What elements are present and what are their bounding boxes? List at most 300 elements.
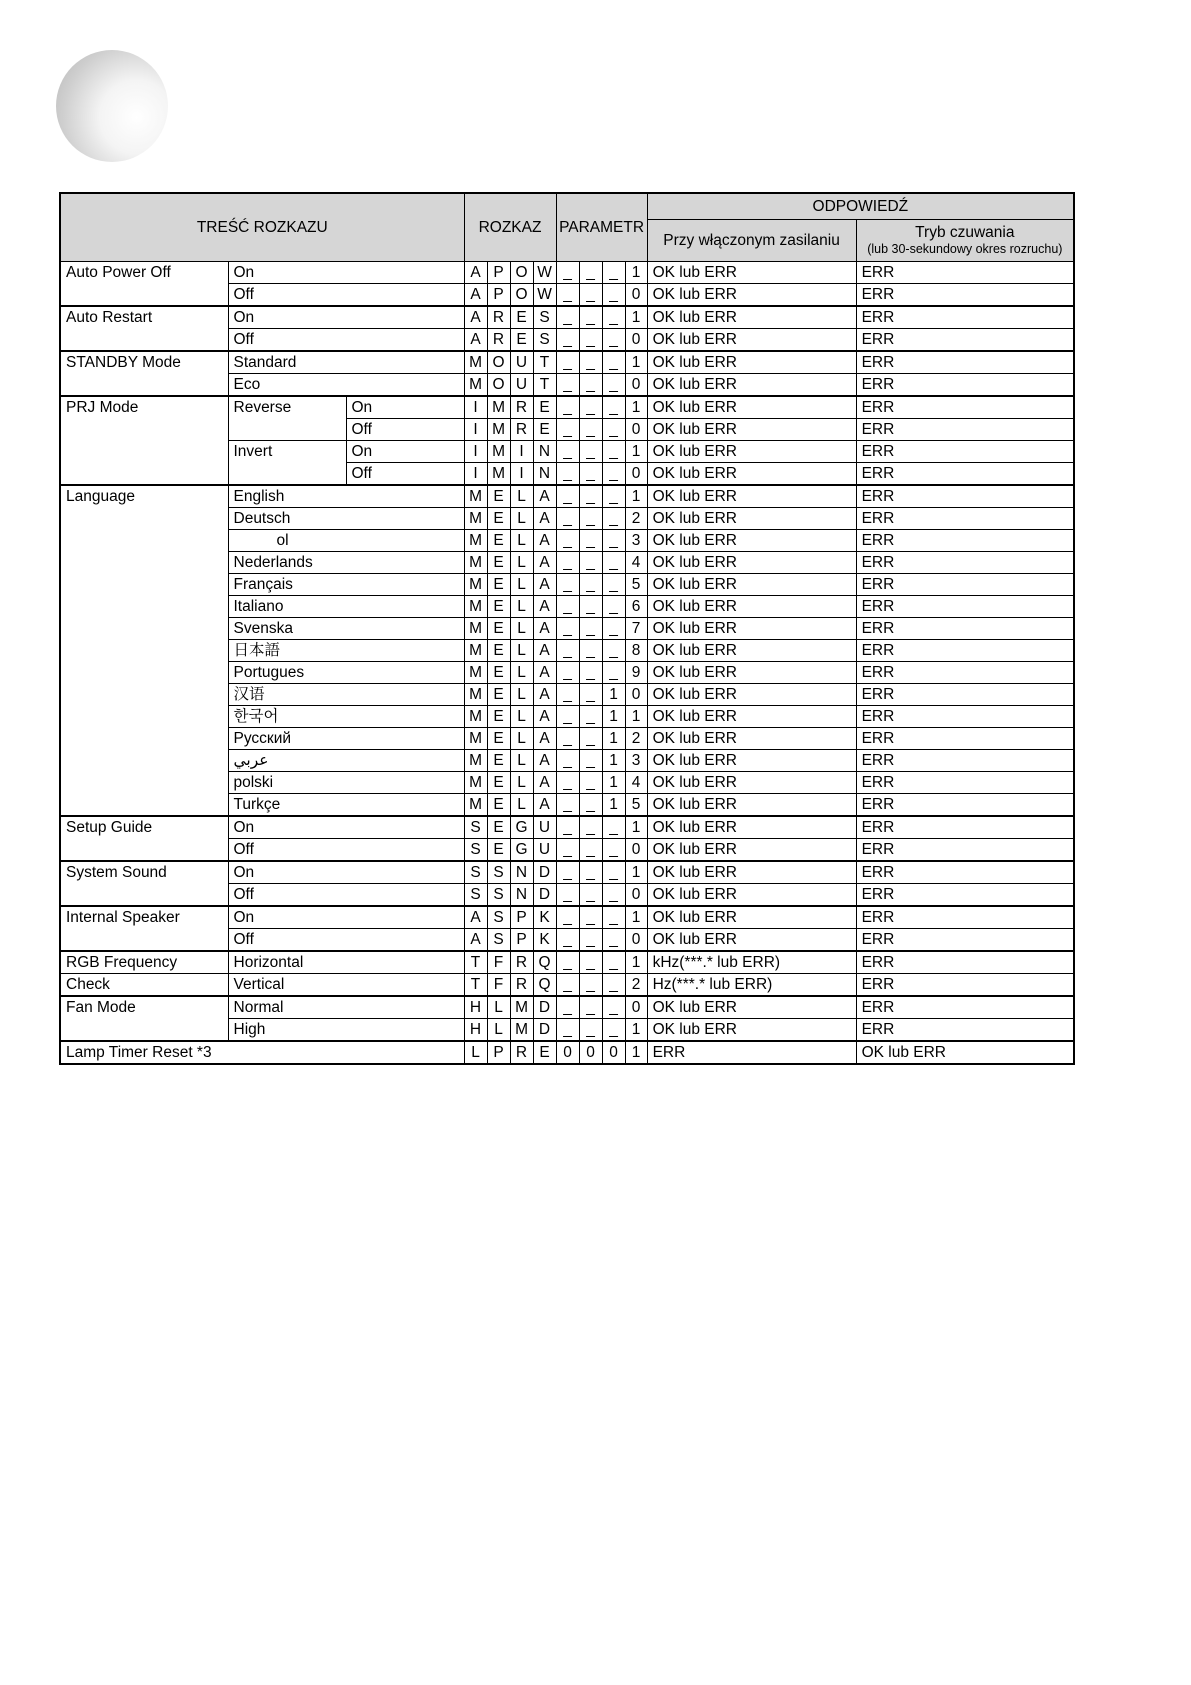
cell-command-char: D — [533, 884, 556, 907]
cell-command-char: O — [487, 351, 510, 374]
cell-parameter-char: 4 — [625, 772, 647, 794]
cell-parameter-char: _ — [579, 552, 602, 574]
cell-command-char: A — [464, 262, 487, 284]
cell-parameter-char: 1 — [625, 441, 647, 463]
cell-command-char: S — [487, 906, 510, 929]
header-power-on: Przy włączonym zasilaniu — [647, 220, 856, 262]
cell-response-standby: ERR — [856, 706, 1074, 728]
table-row — [60, 640, 1074, 662]
cell-parameter-char: _ — [579, 906, 602, 929]
cell-setting: Eco — [228, 374, 464, 397]
cell-parameter-char: _ — [579, 574, 602, 596]
cell-parameter-char: _ — [579, 996, 602, 1019]
cell-command-char: L — [487, 1019, 510, 1042]
cell-parameter-char: _ — [556, 794, 579, 817]
table-row — [60, 839, 1074, 862]
cell-function — [60, 1019, 228, 1042]
cell-command-char: M — [464, 728, 487, 750]
cell-function: STANDBY Mode — [60, 351, 228, 374]
cell-command-char: R — [510, 951, 533, 974]
cell-response-power-on: OK lub ERR — [647, 441, 856, 463]
cell-function — [60, 596, 228, 618]
header-odpowiedz: ODPOWIEDŹ — [647, 193, 1074, 220]
cell-parameter-char: _ — [556, 552, 579, 574]
cell-command-char: A — [533, 684, 556, 706]
cell-command-char: P — [487, 1041, 510, 1064]
table-row — [60, 772, 1074, 794]
cell-function: Check — [60, 974, 228, 997]
cell-command-char: S — [464, 861, 487, 884]
table-row — [60, 351, 1074, 374]
cell-parameter-char: _ — [556, 861, 579, 884]
cell-function — [60, 284, 228, 307]
table-row — [60, 485, 1074, 508]
cell-parameter-char: _ — [579, 640, 602, 662]
cell-parameter-char: 5 — [625, 574, 647, 596]
cell-command-char: D — [533, 861, 556, 884]
table-row — [60, 552, 1074, 574]
cell-response-power-on: OK lub ERR — [647, 530, 856, 552]
cell-parameter-char: _ — [556, 284, 579, 307]
cell-parameter-char: 3 — [625, 530, 647, 552]
cell-parameter-char: _ — [556, 951, 579, 974]
cell-response-standby: ERR — [856, 351, 1074, 374]
cell-command-char: R — [510, 419, 533, 441]
cell-setting: Off — [228, 929, 464, 952]
cell-response-power-on: OK lub ERR — [647, 929, 856, 952]
cell-parameter-char: 1 — [625, 306, 647, 329]
cell-parameter-char: _ — [556, 772, 579, 794]
cell-setting: On — [228, 906, 464, 929]
cell-command-char: L — [510, 750, 533, 772]
cell-setting: Invert — [228, 441, 346, 463]
cell-parameter-char: 0 — [625, 929, 647, 952]
cell-function — [60, 419, 228, 441]
header-tresc: TREŚĆ ROZKAZU — [60, 193, 464, 262]
cell-response-standby: ERR — [856, 861, 1074, 884]
cell-parameter-char: _ — [602, 640, 625, 662]
cell-response-standby: ERR — [856, 684, 1074, 706]
cell-response-power-on: OK lub ERR — [647, 351, 856, 374]
cell-parameter-char: _ — [579, 929, 602, 952]
table-row — [60, 861, 1074, 884]
cell-function: Lamp Timer Reset *3 — [60, 1041, 464, 1064]
cell-command-char: T — [464, 974, 487, 997]
cell-parameter-char: _ — [602, 951, 625, 974]
cell-command-char: I — [510, 463, 533, 486]
table-row — [60, 1041, 1074, 1064]
cell-sub-setting: On — [346, 441, 464, 463]
cell-parameter-char: _ — [602, 839, 625, 862]
cell-parameter-char: 1 — [625, 1041, 647, 1064]
cell-parameter-char: 2 — [625, 508, 647, 530]
cell-parameter-char: _ — [602, 861, 625, 884]
cell-function — [60, 929, 228, 952]
cell-command-char: A — [533, 530, 556, 552]
cell-setting: Off — [228, 884, 464, 907]
cell-setting: Reverse — [228, 396, 346, 419]
cell-command-char: O — [487, 374, 510, 397]
cell-command-char: A — [464, 306, 487, 329]
cell-response-standby: ERR — [856, 396, 1074, 419]
cell-parameter-char: _ — [579, 861, 602, 884]
cell-parameter-char: _ — [602, 530, 625, 552]
cell-parameter-char: _ — [579, 839, 602, 862]
cell-command-char: A — [533, 508, 556, 530]
cell-parameter-char: _ — [556, 419, 579, 441]
cell-command-char: A — [533, 640, 556, 662]
cell-setting: Normal — [228, 996, 464, 1019]
cell-parameter-char: _ — [579, 419, 602, 441]
cell-command-char: S — [533, 329, 556, 352]
cell-function — [60, 463, 228, 486]
cell-parameter-char: _ — [579, 816, 602, 839]
cell-command-char: S — [464, 816, 487, 839]
cell-parameter-char: _ — [602, 374, 625, 397]
cell-command-char: T — [533, 351, 556, 374]
cell-parameter-char: _ — [556, 618, 579, 640]
cell-parameter-char: _ — [602, 396, 625, 419]
cell-command-char: N — [510, 861, 533, 884]
cell-command-char: P — [487, 284, 510, 307]
cell-parameter-char: _ — [579, 329, 602, 352]
table-body — [60, 262, 1074, 1065]
cell-command-char: M — [464, 530, 487, 552]
cell-parameter-char: 8 — [625, 640, 647, 662]
cell-parameter-char: 1 — [602, 794, 625, 817]
cell-function: Setup Guide — [60, 816, 228, 839]
cell-response-standby: ERR — [856, 929, 1074, 952]
cell-parameter-char: _ — [602, 552, 625, 574]
cell-command-char: M — [464, 485, 487, 508]
table-row — [60, 530, 1074, 552]
cell-parameter-char: _ — [579, 396, 602, 419]
table-row — [60, 329, 1074, 352]
cell-response-power-on: OK lub ERR — [647, 596, 856, 618]
cell-response-standby: ERR — [856, 463, 1074, 486]
cell-parameter-char: _ — [556, 974, 579, 997]
cell-setting: Turkçe — [228, 794, 464, 817]
cell-command-char: E — [487, 574, 510, 596]
cell-command-char: A — [533, 596, 556, 618]
cell-response-power-on: OK lub ERR — [647, 906, 856, 929]
cell-parameter-char: _ — [556, 463, 579, 486]
cell-parameter-char: _ — [556, 750, 579, 772]
cell-command-char: M — [487, 441, 510, 463]
cell-command-char: R — [510, 396, 533, 419]
table-row — [60, 419, 1074, 441]
cell-response-power-on: OK lub ERR — [647, 794, 856, 817]
cell-parameter-char: 0 — [625, 839, 647, 862]
cell-response-power-on: OK lub ERR — [647, 640, 856, 662]
cell-command-char: A — [533, 794, 556, 817]
cell-parameter-char: _ — [579, 463, 602, 486]
table-row — [60, 508, 1074, 530]
cell-setting: Italiano — [228, 596, 464, 618]
cell-function — [60, 706, 228, 728]
cell-command-char: M — [464, 574, 487, 596]
table-row — [60, 396, 1074, 419]
cell-sub-setting: Off — [346, 419, 464, 441]
cell-response-standby: ERR — [856, 306, 1074, 329]
cell-command-char: L — [510, 794, 533, 817]
cell-command-char: A — [533, 618, 556, 640]
cell-setting: Standard — [228, 351, 464, 374]
cell-command-char: A — [533, 485, 556, 508]
cell-function — [60, 662, 228, 684]
cell-parameter-char: _ — [579, 596, 602, 618]
cell-parameter-char: _ — [556, 640, 579, 662]
cell-command-char: Q — [533, 974, 556, 997]
cell-response-power-on: OK lub ERR — [647, 816, 856, 839]
cell-setting: Off — [228, 284, 464, 307]
cell-response-standby: ERR — [856, 662, 1074, 684]
cell-command-char: M — [487, 463, 510, 486]
cell-parameter-char: 5 — [625, 794, 647, 817]
cell-parameter-char: 0 — [625, 419, 647, 441]
cell-parameter-char: _ — [602, 974, 625, 997]
cell-command-char: E — [533, 419, 556, 441]
cell-function: Auto Power Off — [60, 262, 228, 284]
cell-command-char: L — [510, 485, 533, 508]
cell-response-standby: ERR — [856, 596, 1074, 618]
cell-command-char: A — [533, 750, 556, 772]
cell-function — [60, 329, 228, 352]
cell-command-char: M — [487, 396, 510, 419]
table-row — [60, 306, 1074, 329]
cell-command-char: G — [510, 839, 533, 862]
cell-parameter-char: _ — [556, 684, 579, 706]
cell-response-power-on: OK lub ERR — [647, 485, 856, 508]
cell-parameter-char: 1 — [625, 396, 647, 419]
cell-command-char: L — [464, 1041, 487, 1064]
cell-command-char: Q — [533, 951, 556, 974]
cell-response-standby: ERR — [856, 552, 1074, 574]
cell-function — [60, 728, 228, 750]
table-row — [60, 951, 1074, 974]
cell-function — [60, 574, 228, 596]
cell-response-standby: ERR — [856, 485, 1074, 508]
cell-parameter-char: _ — [602, 906, 625, 929]
cell-setting: عربي — [228, 750, 464, 772]
cell-command-char: E — [487, 839, 510, 862]
cell-response-power-on: OK lub ERR — [647, 750, 856, 772]
table-row — [60, 1019, 1074, 1042]
cell-command-char: N — [533, 463, 556, 486]
cell-command-char: I — [510, 441, 533, 463]
cell-function — [60, 839, 228, 862]
cell-setting: On — [228, 816, 464, 839]
cell-parameter-char: _ — [602, 419, 625, 441]
cell-response-power-on: OK lub ERR — [647, 884, 856, 907]
cell-parameter-char: _ — [579, 974, 602, 997]
cell-command-char: I — [464, 396, 487, 419]
cell-command-char: E — [487, 684, 510, 706]
cell-parameter-char: _ — [579, 750, 602, 772]
cell-parameter-char: _ — [579, 684, 602, 706]
cell-command-char: M — [464, 750, 487, 772]
cell-command-char: L — [510, 706, 533, 728]
cell-parameter-char: _ — [579, 951, 602, 974]
cell-parameter-char: _ — [579, 1019, 602, 1042]
cell-parameter-char: 1 — [625, 706, 647, 728]
cell-function — [60, 374, 228, 397]
table-row — [60, 728, 1074, 750]
cell-parameter-char: _ — [602, 884, 625, 907]
cell-command-char: E — [510, 329, 533, 352]
cell-parameter-char: _ — [556, 485, 579, 508]
cell-setting: Off — [228, 839, 464, 862]
cell-response-power-on: OK lub ERR — [647, 618, 856, 640]
cell-parameter-char: _ — [602, 441, 625, 463]
cell-parameter-char: _ — [602, 662, 625, 684]
cell-command-char: E — [487, 662, 510, 684]
cell-function: Auto Restart — [60, 306, 228, 329]
cell-response-standby: ERR — [856, 974, 1074, 997]
cell-parameter-char: _ — [556, 306, 579, 329]
cell-command-char: R — [487, 306, 510, 329]
cell-command-char: M — [464, 508, 487, 530]
cell-command-char: M — [464, 662, 487, 684]
cell-response-standby: ERR — [856, 441, 1074, 463]
cell-parameter-char: _ — [579, 706, 602, 728]
cell-command-char: M — [510, 996, 533, 1019]
cell-command-char: T — [533, 374, 556, 397]
cell-parameter-char: _ — [602, 463, 625, 486]
cell-command-char: E — [487, 706, 510, 728]
cell-command-char: R — [487, 329, 510, 352]
table-row — [60, 706, 1074, 728]
cell-parameter-char: 0 — [625, 996, 647, 1019]
cell-setting — [228, 463, 346, 486]
cell-parameter-char: 1 — [625, 816, 647, 839]
cell-command-char: R — [510, 1041, 533, 1064]
cell-command-char: S — [464, 884, 487, 907]
cell-parameter-char: 2 — [625, 974, 647, 997]
cell-command-char: M — [464, 640, 487, 662]
cell-parameter-char: _ — [579, 884, 602, 907]
cell-parameter-char: _ — [579, 662, 602, 684]
cell-command-char: A — [464, 929, 487, 952]
cell-function: Fan Mode — [60, 996, 228, 1019]
cell-parameter-char: _ — [556, 816, 579, 839]
cell-response-standby: ERR — [856, 262, 1074, 284]
cell-command-char: L — [510, 662, 533, 684]
cell-response-standby: ERR — [856, 419, 1074, 441]
table-row — [60, 750, 1074, 772]
cell-parameter-char: 0 — [556, 1041, 579, 1064]
cell-function — [60, 640, 228, 662]
table-row — [60, 996, 1074, 1019]
cell-parameter-char: 9 — [625, 662, 647, 684]
cell-function — [60, 618, 228, 640]
cell-command-char: L — [510, 772, 533, 794]
cell-setting: On — [228, 306, 464, 329]
cell-command-char: N — [510, 884, 533, 907]
cell-command-char: A — [464, 329, 487, 352]
cell-response-standby: ERR — [856, 329, 1074, 352]
cell-command-char: M — [464, 706, 487, 728]
cell-parameter-char: 1 — [602, 750, 625, 772]
cell-command-char: R — [510, 974, 533, 997]
cell-parameter-char: _ — [556, 508, 579, 530]
cell-response-standby: ERR — [856, 1019, 1074, 1042]
cell-response-power-on: OK lub ERR — [647, 396, 856, 419]
cell-parameter-char: _ — [602, 996, 625, 1019]
cell-function: Internal Speaker — [60, 906, 228, 929]
cell-command-char: L — [510, 640, 533, 662]
cell-command-char: E — [487, 750, 510, 772]
cell-command-char: K — [533, 929, 556, 952]
cell-parameter-char: _ — [556, 706, 579, 728]
cell-response-standby: ERR — [856, 951, 1074, 974]
cell-response-power-on: OK lub ERR — [647, 552, 856, 574]
cell-command-char: E — [487, 530, 510, 552]
cell-parameter-char: _ — [602, 618, 625, 640]
cell-setting: Deutsch — [228, 508, 464, 530]
cell-response-power-on: OK lub ERR — [647, 706, 856, 728]
cell-setting: English — [228, 485, 464, 508]
cell-command-char: A — [533, 552, 556, 574]
cell-command-char: H — [464, 1019, 487, 1042]
cell-command-char: D — [533, 1019, 556, 1042]
cell-function — [60, 750, 228, 772]
table-row — [60, 574, 1074, 596]
cell-parameter-char: _ — [602, 306, 625, 329]
cell-parameter-char: 3 — [625, 750, 647, 772]
cell-command-char: L — [510, 618, 533, 640]
cell-setting: 汉语 — [228, 684, 464, 706]
cell-parameter-char: 7 — [625, 618, 647, 640]
cell-command-char: U — [510, 374, 533, 397]
cell-setting: polski — [228, 772, 464, 794]
cell-parameter-char: 0 — [625, 284, 647, 307]
cell-command-char: I — [464, 463, 487, 486]
cell-command-char: E — [487, 772, 510, 794]
cell-parameter-char: _ — [556, 906, 579, 929]
cell-parameter-char: _ — [579, 508, 602, 530]
cell-parameter-char: _ — [556, 929, 579, 952]
cell-command-char: U — [533, 839, 556, 862]
cell-response-standby: ERR — [856, 374, 1074, 397]
cell-parameter-char: _ — [556, 530, 579, 552]
cell-command-char: H — [464, 996, 487, 1019]
table-row — [60, 974, 1074, 997]
cell-response-power-on: OK lub ERR — [647, 306, 856, 329]
cell-response-power-on: OK lub ERR — [647, 861, 856, 884]
cell-parameter-char: _ — [579, 530, 602, 552]
cell-command-char: K — [533, 906, 556, 929]
cell-command-char: W — [533, 262, 556, 284]
cell-response-standby: ERR — [856, 618, 1074, 640]
cell-command-char: E — [487, 618, 510, 640]
cell-command-char: A — [464, 906, 487, 929]
cell-response-standby: ERR — [856, 839, 1074, 862]
cell-response-power-on: kHz(***.* lub ERR) — [647, 951, 856, 974]
cell-parameter-char: 4 — [625, 552, 647, 574]
cell-parameter-char: 1 — [602, 772, 625, 794]
cell-parameter-char: _ — [602, 284, 625, 307]
cell-parameter-char: _ — [556, 596, 579, 618]
cell-parameter-char: 2 — [625, 728, 647, 750]
cell-command-char: A — [533, 728, 556, 750]
cell-parameter-char: _ — [579, 262, 602, 284]
cell-command-char: L — [510, 684, 533, 706]
cell-response-standby: ERR — [856, 906, 1074, 929]
table-row — [60, 618, 1074, 640]
header-rozkaz: ROZKAZ — [464, 193, 556, 262]
cell-command-char: E — [487, 485, 510, 508]
